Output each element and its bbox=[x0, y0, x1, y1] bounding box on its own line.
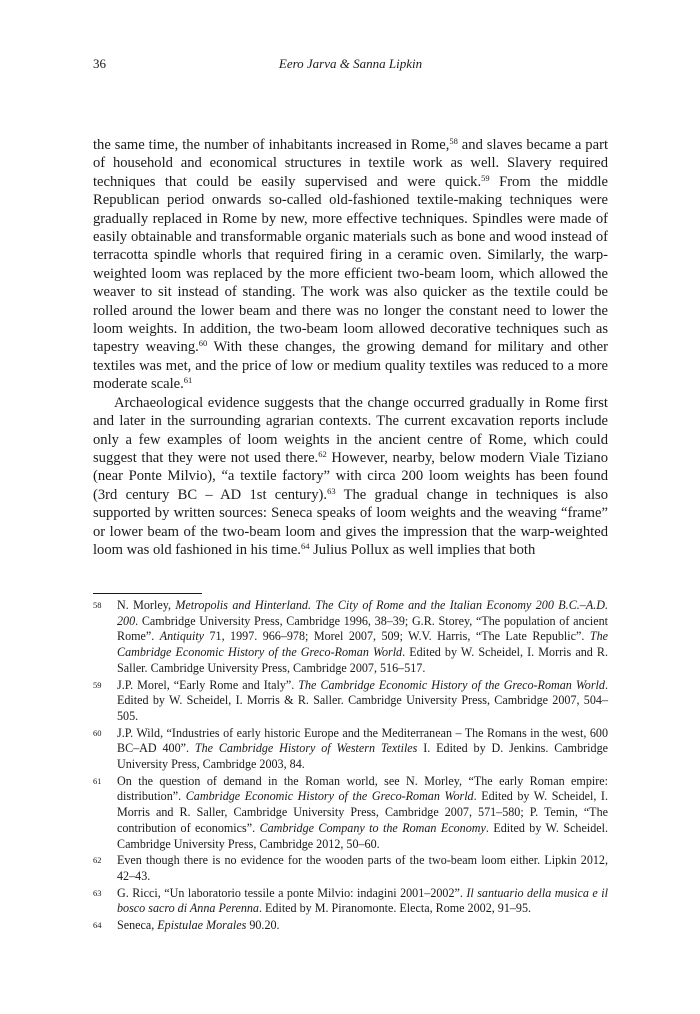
footnote-text bbox=[117, 678, 608, 725]
footnote-text bbox=[117, 886, 608, 917]
text-run: With these changes, the growing demand for military and other textiles was met, and the price of low or medium quality textiles was reduced to a more moderate scale. bbox=[93, 339, 608, 393]
footnote bbox=[93, 598, 608, 677]
text-run: 71, 1997. 966–978; Morel 2007, 509; W.V. Harris, “The Late Republic”. bbox=[204, 629, 590, 644]
text-run: . Edited by W. Scheidel, I. Morris and R. Saller, Cambridge University Press, Cambridge 2007, 571–580; P. Temin, “The contribution of economics”. bbox=[117, 789, 608, 835]
footnote-ref: 59 bbox=[481, 172, 490, 183]
running-head: Eero Jarva & Sanna Lipkin bbox=[278, 56, 423, 71]
footnotes bbox=[93, 598, 608, 935]
footnote-text bbox=[117, 774, 608, 853]
text-run: 90.20. bbox=[246, 918, 280, 933]
footnote-text bbox=[117, 598, 608, 677]
main-text bbox=[93, 136, 608, 559]
footnote bbox=[93, 678, 608, 725]
footnote bbox=[93, 853, 608, 884]
text-run: J.P. Wild, “Industries of early historic Europe and the Mediterranean – The Romans in the west, 600 BC–AD 400”. bbox=[117, 725, 608, 756]
footnote-ref: 62 bbox=[318, 448, 327, 459]
footnote bbox=[93, 886, 608, 917]
text-run: I. Edited by D. Jenkins. Cambridge University Press, Cambridge 2003, 84. bbox=[117, 741, 608, 772]
footnote-number: 64 bbox=[93, 920, 102, 931]
text-run: G. Ricci, “Un laboratorio tessile a ponte Milvio: indagini 2001–2002”. bbox=[117, 885, 467, 900]
footnote-number: 63 bbox=[93, 887, 102, 898]
paragraph bbox=[93, 394, 608, 560]
text-run: J.P. Morel, “Early Rome and Italy”. bbox=[117, 677, 299, 692]
paragraph bbox=[93, 136, 608, 394]
italic-title: Il santuario della musica e il bosco sacro di Anna Perenna bbox=[117, 885, 608, 916]
footnote-number: 61 bbox=[93, 775, 102, 786]
italic-title: Antiquity bbox=[159, 629, 205, 644]
text-run: . Cambridge University Press, Cambridge 1996, 38–39; G.R. Storey, “The population of ancient Rome”. bbox=[117, 613, 608, 644]
text-run: Even though there is no evidence for the wooden parts of the two-beam loom either. Lipkin 2012, 42–43. bbox=[117, 853, 608, 883]
italic-title: Cambridge Economic History of the Greco-Roman World bbox=[185, 789, 474, 804]
footnote-number: 60 bbox=[93, 727, 102, 738]
footnote-rule bbox=[93, 593, 202, 594]
text-run: N. Morley, bbox=[117, 598, 176, 612]
footnote-ref: 63 bbox=[327, 485, 336, 496]
text-run: and slaves became a part of household and economical structures in textile work as well. Slavery required techniques that could be easily supervised and were quick. bbox=[93, 137, 609, 190]
italic-title: Metropolis and Hinterland. The City of Rome and the Italian Economy 200 B.C.–A.D. 200 bbox=[117, 598, 608, 628]
text-run: However, nearby, below modern Viale Tiziano (near Ponte Milvio), “a textile factory” with circa 200 loom weights has been found (3rd century BC – AD 1st century). bbox=[93, 449, 608, 503]
footnote-text bbox=[117, 726, 608, 773]
italic-title: The Cambridge Economic History of the Greco-Roman World bbox=[117, 629, 608, 660]
page-number: 36 bbox=[93, 56, 106, 71]
italic-title: Epistulae Morales bbox=[157, 918, 247, 933]
italic-title: Cambridge Company to the Roman Economy bbox=[259, 820, 486, 835]
text-run: The gradual change in techniques is also supported by written sources: Seneca speaks of loom weights and the weaving “frame” or lower beam of the two-beam loom and gives the impression that the warp-weighted loom was old fashioned in his time. bbox=[93, 486, 608, 558]
footnote-number: 58 bbox=[93, 600, 102, 610]
text-run: the same time, the number of inhabitants increased in Rome, bbox=[93, 137, 450, 153]
footnote-ref: 58 bbox=[449, 136, 458, 146]
page-header bbox=[93, 56, 608, 74]
text-run: Archaeological evidence suggests that the change occurred gradually in Rome first and later in the surrounding agrarian contexts. The current excavation reports include only a few examples of loom weights in the ancient centre of Rome, which could suggest that they were not used there. bbox=[93, 394, 608, 466]
text-run: . Edited by W. Scheidel, I. Morris and R. Saller. Cambridge University Press, Cambridge 2007, 516–517. bbox=[117, 645, 608, 675]
footnote-ref: 64 bbox=[300, 540, 310, 551]
footnote bbox=[93, 726, 608, 773]
footnote bbox=[93, 918, 608, 934]
text-run: Seneca, bbox=[117, 918, 158, 933]
text-run: Julius Pollux as well implies that both bbox=[309, 541, 536, 558]
text-run: On the question of demand in the Roman world, see N. Morley, “The early Roman empire: distribution”. bbox=[117, 773, 608, 804]
footnote-text bbox=[117, 853, 608, 884]
footnote-ref: 61 bbox=[183, 375, 193, 386]
footnote-text bbox=[117, 918, 608, 934]
text-run: . Edited by W. Scheidel, I. Morris & R. Saller. Cambridge University Press, Cambridge 2007, 504–505. bbox=[117, 677, 608, 723]
footnote bbox=[93, 774, 608, 853]
footnote-number: 62 bbox=[93, 855, 102, 866]
footnote-ref: 60 bbox=[198, 338, 208, 349]
footnote-number: 59 bbox=[93, 679, 102, 690]
italic-title: The Cambridge Economic History of the Greco-Roman World bbox=[298, 677, 605, 692]
text-run: . Edited by W. Scheidel. Cambridge University Press, Cambridge 2012, 50–60. bbox=[117, 820, 609, 851]
italic-title: The Cambridge History of Western Textiles bbox=[194, 741, 418, 756]
text-run: . Edited by M. Piranomonte. Electa, Rome 2002, 91–95. bbox=[258, 901, 532, 916]
text-run: From the middle Republican period onwards so-called old-fashioned textile-making techniques were gradually replaced in Rome by new, more effective techniques. Spindles were made of easily obtainable and transformable organic materials such as bone and wood instead of terracotta spindle whorls that required firing in a ceramic oven. Similarly, the warp-weighted loom was replaced by the more efficient two-beam loom, which allowed the weaver to sit instead of standing. The work was also quicker as the textile could be rolled around the lower beam and there was no longer the constant need to lower the loom weights. In addition, the two-beam loom allowed decorative techniques such as tapestry weaving. bbox=[93, 173, 608, 356]
